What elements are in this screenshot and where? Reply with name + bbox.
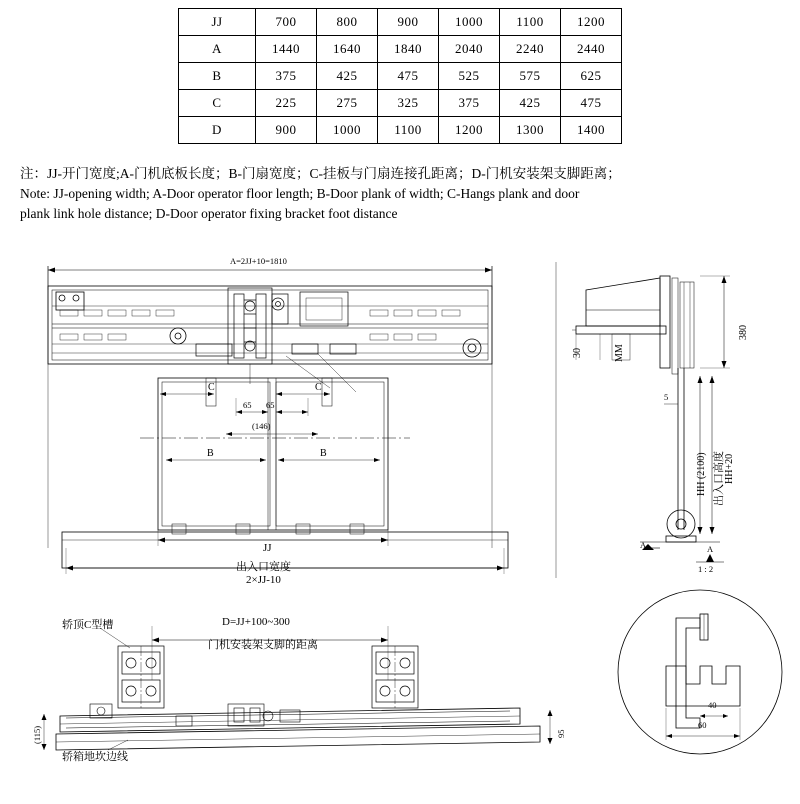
front-dimension-jj: JJ — [263, 542, 272, 554]
side-opening-height-cn: 出入口高度 — [713, 451, 725, 506]
section-mark-a-left: A — [640, 540, 647, 550]
notes-block — [20, 164, 788, 224]
front-dimension-b-right: B — [320, 448, 327, 459]
table-cell: 1640 — [317, 36, 378, 63]
front-dimension-65-left: 65 — [243, 400, 252, 410]
side-opening-height-formula: HH+20 — [724, 453, 735, 484]
front-dimension-c-right: C — [315, 382, 322, 393]
table-cell: 2240 — [500, 36, 561, 63]
front-opening-width-cn: 出入口宽度 — [236, 561, 291, 573]
front-dimension-b-left: B — [207, 448, 214, 459]
table-cell: 1200 — [439, 117, 500, 144]
table-cell: 1300 — [500, 117, 561, 144]
side-dimension-30: 30 — [572, 348, 583, 358]
table-row — [179, 117, 622, 144]
spec-table-container — [178, 8, 622, 144]
table-cell: 2440 — [561, 36, 622, 63]
row-label: C — [179, 90, 256, 117]
table-cell: 1840 — [378, 36, 439, 63]
front-overall-dimension-label: A=2JJ+10=1810 — [230, 256, 287, 266]
table-cell: 375 — [256, 63, 317, 90]
row-label: JJ — [179, 9, 256, 36]
table-cell: 325 — [378, 90, 439, 117]
table-cell: 800 — [317, 9, 378, 36]
row-label: A — [179, 36, 256, 63]
side-dimension-5: 5 — [664, 392, 669, 402]
table-cell: 425 — [317, 63, 378, 90]
side-dimension-380: 380 — [738, 325, 749, 340]
row-label: B — [179, 63, 256, 90]
table-row — [179, 9, 622, 36]
table-cell: 425 — [500, 90, 561, 117]
spec-table — [178, 8, 622, 144]
table-cell: 1200 — [561, 9, 622, 36]
technical-drawing — [0, 248, 800, 804]
table-cell: 1100 — [378, 117, 439, 144]
table-cell: 225 — [256, 90, 317, 117]
note-english-line2: plank link hole distance; D-Door operator fixing bracket foot distance — [20, 206, 398, 221]
table-cell: 700 — [256, 9, 317, 36]
plan-dimension-95: 95 — [556, 729, 566, 738]
table-cell: 475 — [378, 63, 439, 90]
table-cell: 375 — [439, 90, 500, 117]
table-cell: 625 — [561, 63, 622, 90]
detail-dimension-40: 40 — [708, 700, 717, 710]
side-hh-label: HH (2100) — [696, 452, 707, 496]
front-dimension-65-right: 65 — [266, 400, 275, 410]
detail-dimension-60: 60 — [698, 720, 707, 730]
table-cell: 2040 — [439, 36, 500, 63]
table-cell: 275 — [317, 90, 378, 117]
drawing-svg — [0, 248, 800, 804]
table-cell: 525 — [439, 63, 500, 90]
table-cell: 1100 — [500, 9, 561, 36]
note-chinese: 注：JJ-开门宽度;A-门机底板长度；B-门扇宽度；C-挂板与门扇连接孔距离；D-门机安装架支脚距离； — [20, 166, 621, 181]
front-dimension-146: (146) — [252, 421, 271, 431]
table-cell: 900 — [378, 9, 439, 36]
plan-d-formula: D=JJ+100~300 — [222, 616, 290, 628]
table-row — [179, 63, 622, 90]
section-mark-a-right: A — [707, 544, 714, 554]
table-cell: 1000 — [439, 9, 500, 36]
table-cell: 1000 — [317, 117, 378, 144]
section-scale-label: 1 : 2 — [698, 564, 714, 574]
note-english-line1: Note: JJ-opening width; A-Door operator floor length; B-Door plank of width; C-Hangs plank and door — [20, 186, 580, 201]
side-dimension-mm: MM — [614, 344, 625, 362]
table-cell: 575 — [500, 63, 561, 90]
table-cell: 900 — [256, 117, 317, 144]
plan-c-slot-label: 轿顶C型槽 — [62, 619, 114, 631]
row-label: D — [179, 117, 256, 144]
front-dimension-c-left: C — [208, 382, 215, 393]
table-cell: 475 — [561, 90, 622, 117]
table-row — [179, 36, 622, 63]
plan-dimension-115: (115) — [32, 725, 42, 744]
plan-sill-edge-label: 轿箱地坎边线 — [62, 751, 128, 763]
table-cell: 1440 — [256, 36, 317, 63]
table-cell: 1400 — [561, 117, 622, 144]
table-row — [179, 90, 622, 117]
plan-bracket-distance-cn: 门机安装架支脚的距离 — [208, 639, 318, 651]
front-opening-width-formula: 2×JJ-10 — [246, 574, 281, 586]
